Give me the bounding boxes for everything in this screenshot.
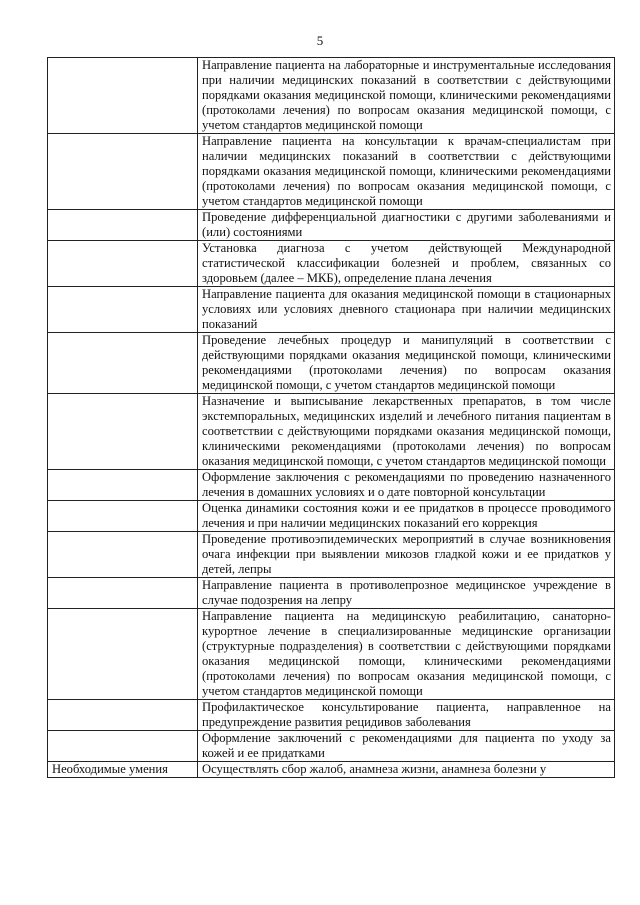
table-row xyxy=(48,241,615,287)
row-label xyxy=(48,578,198,609)
row-text: Направление пациента на медицинскую реабилитацию, санаторно-курортное лечение в специализированные медицинские организации (структурные подразделения) в соответствии с действующими порядками оказания медицинской помощи, клиническими рекомендациями (протоколами лечения) по вопросам оказания медицинской помощи, с учетом стандартов медицинской помощи xyxy=(198,609,615,700)
row-text: Проведение противоэпидемических мероприятий в случае возникновения очага инфекции при выявлении микозов гладкой кожи и ее придатков у детей, лепры xyxy=(198,532,615,578)
row-text: Направление пациента на консультации к врачам-специалистам при наличии медицинских показаний в соответствии с действующими порядками оказания медицинской помощи, клиническими рекомендациями (протоколами лечения) по вопросам оказания медицинской помощи, с учетом стандартов медицинской помощи xyxy=(198,134,615,210)
table-row xyxy=(48,731,615,762)
row-label xyxy=(48,210,198,241)
table-row xyxy=(48,333,615,394)
row-label xyxy=(48,241,198,287)
row-text: Профилактическое консультирование пациента, направленное на предупреждение развития рецидивов заболевания xyxy=(198,700,615,731)
row-label xyxy=(48,470,198,501)
row-text: Проведение лечебных процедур и манипуляций в соответствии с действующими порядками оказания медицинской помощи, клиническими рекомендациями (протоколами лечения) по вопросам оказания медицинской помощи, с учетом стандартов медицинской помощи xyxy=(198,333,615,394)
row-label xyxy=(48,532,198,578)
table-row xyxy=(48,394,615,470)
row-text: Оценка динамики состояния кожи и ее придатков в процессе проводимого лечения и при наличии медицинских показаний его коррекция xyxy=(198,501,615,532)
row-label xyxy=(48,287,198,333)
table-row xyxy=(48,58,615,134)
row-label xyxy=(48,700,198,731)
row-text: Оформление заключений с рекомендациями для пациента по уходу за кожей и ее придатками xyxy=(198,731,615,762)
section-label-required-skills: Необходимые умения xyxy=(48,762,198,778)
row-text: Направление пациента в противолепрозное медицинское учреждение в случае подозрения на лепру xyxy=(198,578,615,609)
table-row xyxy=(48,134,615,210)
table-row xyxy=(48,470,615,501)
table-row xyxy=(48,762,615,778)
row-text: Установка диагноза с учетом действующей Международной статистической классификации болезней и проблем, связанных со здоровьем (далее – МКБ), определение плана лечения xyxy=(198,241,615,287)
row-label xyxy=(48,333,198,394)
row-text: Проведение дифференциальной диагностики с другими заболеваниями и (или) состояниями xyxy=(198,210,615,241)
row-label xyxy=(48,394,198,470)
row-text: Направление пациента для оказания медицинской помощи в стационарных условиях или условиях дневного стационара при наличии медицинских показаний xyxy=(198,287,615,333)
row-label xyxy=(48,609,198,700)
row-text: Направление пациента на лабораторные и инструментальные исследования при наличии медицинских показаний в соответствии с действующими порядками оказания медицинской помощи, клиническими рекомендациями (протоколами лечения) по вопросам оказания медицинской помощи, с учетом стандартов медицинской помощи xyxy=(198,58,615,134)
row-text: Назначение и выписывание лекарственных препаратов, в том числе экстемпоральных, медицинских изделий и лечебного питания пациентам в соответствии с действующими порядками оказания медицинской помощи, клиническими рекомендациями (протоколами лечения) по вопросам оказания медицинской помощи, с учетом стандартов медицинской помощи xyxy=(198,394,615,470)
table-row xyxy=(48,210,615,241)
table-row xyxy=(48,700,615,731)
row-label xyxy=(48,731,198,762)
row-text: Оформление заключения с рекомендациями по проведению назначенного лечения в домашних условиях и о дате повторной консультации xyxy=(198,470,615,501)
table-row xyxy=(48,532,615,578)
row-label xyxy=(48,134,198,210)
table-row xyxy=(48,287,615,333)
row-text: Осуществлять сбор жалоб, анамнеза жизни, анамнеза болезни у xyxy=(198,762,615,778)
page-number: 5 xyxy=(316,33,324,48)
table-row xyxy=(48,501,615,532)
row-label xyxy=(48,58,198,134)
labor-functions-table xyxy=(47,57,615,778)
table-row xyxy=(48,578,615,609)
table-row xyxy=(48,609,615,700)
row-label xyxy=(48,501,198,532)
